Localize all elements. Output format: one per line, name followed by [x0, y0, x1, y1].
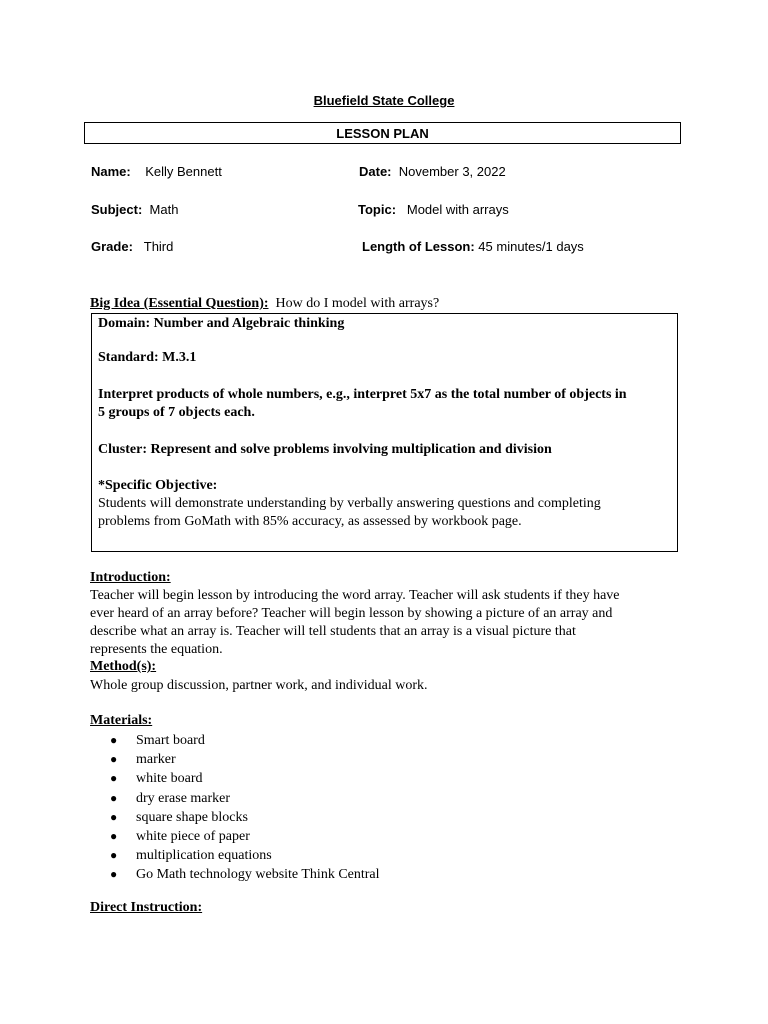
direct-instruction-heading: Direct Instruction:: [90, 900, 203, 915]
standards-box: [91, 313, 678, 552]
length-row: [362, 239, 584, 254]
introduction-line: Teacher will begin lesson by introducing the word array. Teacher will ask students if they have: [90, 588, 620, 603]
subject-label: Subject:: [91, 202, 143, 217]
topic-label: Topic:: [358, 202, 397, 217]
bullet-icon: ●: [110, 828, 118, 843]
grade-row: [91, 239, 173, 254]
introduction-line: represents the equation.: [90, 642, 223, 657]
bullet-icon: ●: [110, 752, 118, 767]
date-label: Date:: [359, 164, 392, 179]
bullet-icon: ●: [110, 809, 118, 824]
material-item: marker: [136, 752, 176, 768]
materials-list: [110, 731, 380, 885]
methods-heading: Method(s):: [90, 659, 157, 674]
introduction-line: describe what an array is. Teacher will tell students that an array is a visual picture that: [90, 624, 576, 639]
objective-line-2: problems from GoMath with 85% accuracy, as assessed by workbook page.: [98, 514, 522, 529]
material-item: Go Math technology website Think Central: [136, 867, 380, 883]
material-item: square shape blocks: [136, 809, 248, 825]
cluster: Cluster: Represent and solve problems involving multiplication and division: [98, 442, 552, 457]
length-value: 45 minutes/1 days: [478, 239, 584, 254]
topic-value: Model with arrays: [406, 202, 509, 217]
length-label: Length of Lesson:: [362, 239, 475, 254]
big-idea-label: Big Idea (Essential Question):: [90, 296, 269, 311]
methods-text: Whole group discussion, partner work, and individual work.: [90, 678, 428, 693]
name-value: Kelly Bennett: [145, 164, 222, 179]
subject-row: [91, 202, 178, 217]
list-item: [110, 827, 380, 846]
material-item: multiplication equations: [136, 848, 272, 864]
list-item: [110, 808, 380, 827]
list-item: [110, 769, 380, 788]
interpret-line-1: Interpret products of whole numbers, e.g., interpret 5x7 as the total number of objects in: [98, 387, 627, 402]
interpret-line-2: 5 groups of 7 objects each.: [98, 405, 255, 420]
introduction-line: ever heard of an array before? Teacher will begin lesson by showing a picture of an array and: [90, 606, 613, 621]
objective-label: *Specific Objective:: [98, 478, 218, 493]
list-item: [110, 846, 380, 865]
standard: Standard: M.3.1: [98, 350, 197, 365]
lesson-plan-title-box: [84, 122, 681, 144]
bullet-icon: ●: [110, 771, 118, 786]
domain: Domain: Number and Algebraic thinking: [98, 316, 345, 331]
institution-name: Bluefield State College: [313, 93, 455, 108]
material-item: white board: [136, 771, 203, 787]
bullet-icon: ●: [110, 790, 118, 805]
list-item: [110, 731, 380, 750]
name-row: [91, 164, 222, 179]
introduction-heading: Introduction:: [90, 570, 171, 585]
list-item: [110, 865, 380, 884]
date-value: November 3, 2022: [398, 164, 506, 179]
bullet-icon: ●: [110, 733, 118, 747]
date-row: [359, 164, 506, 179]
material-item: Smart board: [136, 733, 205, 748]
bullet-icon: ●: [110, 867, 118, 882]
objective-line-1: Students will demonstrate understanding by verbally answering questions and completing: [98, 496, 601, 511]
list-item: [110, 750, 380, 769]
big-idea: [90, 296, 439, 312]
bullet-icon: ●: [110, 848, 118, 863]
grade-label: Grade:: [91, 239, 133, 254]
subject-value: Math: [149, 202, 179, 217]
name-label: Name:: [91, 164, 131, 179]
material-item: dry erase marker: [136, 790, 231, 806]
material-item: white piece of paper: [136, 828, 250, 844]
essential-question: How do I model with arrays?: [275, 296, 440, 311]
list-item: [110, 789, 380, 808]
grade-value: Third: [143, 239, 174, 254]
topic-row: [358, 202, 509, 217]
materials-heading: Materials:: [90, 713, 153, 728]
lesson-plan-title: LESSON PLAN: [336, 126, 429, 141]
